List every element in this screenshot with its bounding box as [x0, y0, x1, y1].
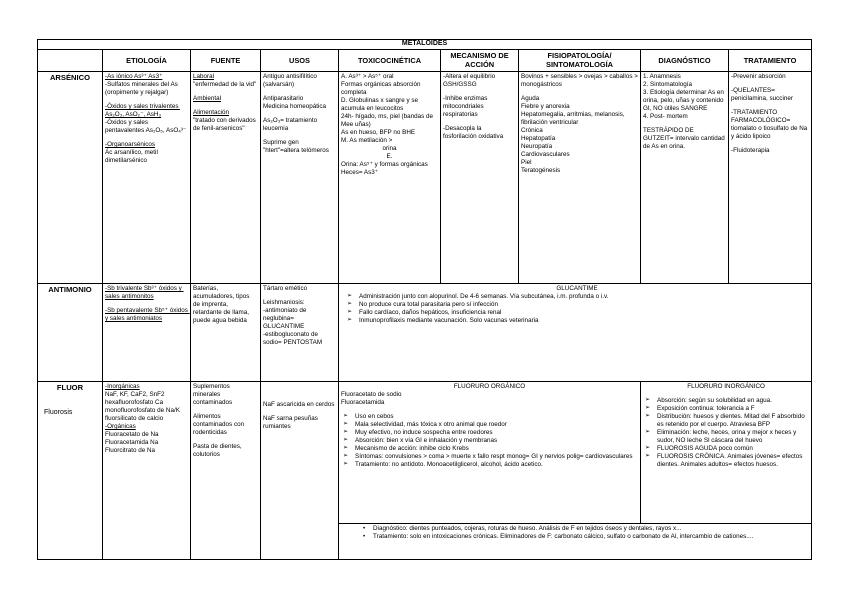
bullet-item: ➢ No produce cura total parasitaria pero sí infección	[345, 301, 809, 309]
organico-title: FLUORURO ORGÁNICO	[453, 382, 526, 390]
line: -Fluidoterapia	[731, 147, 770, 155]
line: Ác arsanílico, metil dimetilarsénico	[105, 149, 160, 165]
line: 4. Post- mortem	[643, 113, 688, 121]
bullet-item: ➢ Eliminación: leche, heces, orina y mejor x heces y sudor, NO leche Sl cáscara del huevo	[643, 429, 809, 445]
line: Orina: As⁵⁺ y formas orgánicas	[341, 161, 428, 169]
arsenico-fuente	[191, 71, 261, 283]
glucantime-title: GLUCANTIME	[556, 284, 598, 292]
bullet-item: ➢ Absorción: según su solubilidad en agua.	[643, 397, 809, 405]
line: Piel	[521, 159, 532, 167]
line: -Prevenir absorción	[731, 72, 786, 80]
line: -Altera el equilibrio GSH/GSSG	[443, 72, 497, 88]
inorganico-title: FLUORURO INORGÁNICO	[687, 382, 765, 390]
line: Fluoracetato de sodio	[341, 390, 402, 398]
bullet-item: ➢ Mecanismo de acción: inhibe ciclo Krebs	[341, 445, 638, 453]
fluoruro-organico	[339, 381, 641, 523]
bullet-item: ➢ Síntomas: convulsiones > coma > muerte x fallo respt monog= GI y nervios polig= cardiovasculares	[341, 453, 638, 461]
line: Heces= As3⁺	[341, 169, 379, 177]
bullet-item: ➢ Absorción: bien x vía GI e inhalación y membranas	[341, 437, 638, 445]
dot-item: • Tratamiento: solo en intoxicaciones crónicas. Eliminadores de F: carbonato cálcico, sulfato o carbonato de Al, intercambio de cationes....	[359, 533, 809, 541]
header-6: DIAGNÓSTICO	[641, 49, 729, 71]
bullet-item: ➢ Uso en cebos	[341, 413, 638, 421]
bullet-item: ➢ Inmunoprofilaxis mediante vacunación. Solo vacunas veterinaria	[345, 317, 809, 325]
header-0: ETIOLOGÍA	[103, 49, 191, 71]
line: "enfermedad de la vid"	[193, 80, 257, 88]
line: Fiebre y anorexia	[521, 103, 570, 111]
line: Hepatomegalia, arritmias, melanosis, fibrilación ventricular	[521, 111, 627, 127]
fluor-usos	[261, 381, 339, 559]
line: M. As metilación >	[341, 137, 393, 145]
line: 2. Sintomatología	[643, 80, 693, 88]
row-fluor-name	[38, 381, 103, 559]
line: Suplementos minerales contaminados	[193, 382, 233, 406]
bullet-item: ➢ Distribución: huesos y dientes. Mitad del F absorbido es retenido por el cuerpo. Atraviesa BFP	[643, 413, 809, 429]
inorganico-list	[643, 397, 809, 469]
fluor-etiologia	[103, 381, 191, 559]
line: -QUELANTES= penicilamina, succiner	[731, 86, 793, 102]
line: "tratado con derivados de fenil-arsenicos"	[193, 117, 258, 133]
table-title: METALOIDES	[38, 40, 812, 50]
line: Laboral	[193, 72, 215, 80]
glucantime-list	[345, 293, 809, 325]
line: NaF sarna pesuñas rumiantes	[263, 414, 320, 430]
line: Leishmaniosis:	[263, 298, 305, 306]
header-7: TRATAMIENTO	[729, 49, 812, 71]
line: Ambiental	[193, 94, 222, 102]
line: D. Globulinas x sangre y se acumula en leucocitos	[341, 97, 420, 113]
header-5: FISIOPATOLOGÍA/ SINTOMATOLOGÍA	[519, 49, 641, 71]
line: Crónica	[521, 127, 543, 135]
line: NaF, KF, CaF2, SnF2 hexafluorofosfato Ca monofluorofosfato de Na/K fluorsilicato de calcio	[105, 390, 182, 423]
line: Cardiovasculares	[521, 151, 570, 159]
header-4: MECANISMO DE ACCIÓN	[441, 49, 519, 71]
bullet-item: ➢ Administración junto con alopurinol. De 4-6 semanas. Vía subcutánea, i.m. profunda o i.v.	[345, 293, 809, 301]
line: Tártaro emético	[263, 284, 308, 292]
line: Baterías, acumuladores, tipos de imprenta, retardante de llama, puede agua bebida	[193, 284, 252, 325]
arsenico-etiologia	[103, 71, 191, 283]
line: Medicina homeopática	[263, 103, 327, 111]
line: NaF ascaricida en cerdos	[263, 400, 335, 408]
arsenico-tratamiento	[729, 71, 812, 283]
line: -Organoarsénicos	[105, 141, 156, 149]
bullet-item: ➢ Exposición continua: tolerancia a F	[643, 405, 809, 413]
fluorosis-label: Fluorosis	[44, 408, 73, 416]
line: 1. Anamnesis	[643, 72, 681, 80]
line: -Desacopla la fosforilación oxidativa	[443, 125, 504, 141]
line: Bovinos + sensibles > ovejas > caballos > monogástricos	[521, 72, 640, 88]
dot-item: • Diagnóstico: dientes punteados, cojeras, roturas de hueso. Análisis de F en tejidos óseos y dentales, rayos x...	[359, 525, 809, 533]
fluor-footer-list	[359, 525, 809, 541]
line: -Orgánicas	[105, 423, 136, 431]
metaloides-table	[37, 39, 812, 560]
line: Hepatopatía	[521, 135, 556, 143]
line: TESTRÁPIDO DE GUTZEIT= intervalo cantidad de As en orina.	[643, 127, 727, 151]
bullet-item: ➢ Fallo cardíaco, daños hepáticos, insuficiencia renal	[345, 309, 809, 317]
line: -antimoniato de neglubina= GLUCANTIME	[263, 306, 309, 331]
line: As₂O₃= tratamiento leucemia	[263, 117, 319, 133]
arsenico-usos	[261, 71, 339, 283]
header-1: FUENTE	[191, 49, 261, 71]
fluoruro-inorganico	[641, 381, 812, 523]
antimonio-glucantime	[339, 283, 812, 381]
line: 24h- hígado, ms, piel (bandas de Mee uñas)	[341, 113, 435, 129]
bullet-item: ➢ Tratamiento: no antídoto. Monoacetilglicerol, alcohol, ácido acetico.	[341, 461, 638, 469]
arsenico-toxicocinetica	[339, 71, 441, 283]
header-blank	[38, 49, 103, 71]
arsenico-mecanismo	[441, 71, 519, 283]
antimonio-usos	[261, 283, 339, 381]
line: As en hueso, BFP no BHE	[341, 129, 416, 137]
line: -estibogluconato de sodio= PENTOSTAM	[263, 331, 323, 347]
row-arsenico-name: ARSÉNICO	[38, 71, 103, 283]
line: orina	[382, 145, 397, 153]
line: Alimentación	[193, 109, 230, 117]
fluor-label: FLUOR	[56, 382, 84, 392]
line: Antiguo antisifilítico (salvarsán)	[263, 72, 319, 88]
header-2: USOS	[261, 49, 339, 71]
line: -Sb trivalente Sb³⁺ óxidos y sales antimonitos	[105, 284, 184, 300]
arsenico-fisiopatologia	[519, 71, 641, 283]
arsenico-diagnostico	[641, 71, 729, 283]
antimonio-etiologia	[103, 283, 191, 381]
line: Fluoracetato de Na Fluoracetamida Na Fluorcitrato de Na	[105, 431, 161, 455]
antimonio-fuente	[191, 283, 261, 381]
line: Alimentos contaminados con rodenticidas	[193, 413, 246, 437]
fluor-footer	[339, 523, 812, 559]
organico-list	[341, 413, 638, 469]
line: Teratogénesis	[521, 167, 561, 175]
row-antimonio-name: ANTIMONIO	[38, 283, 103, 381]
line: -Sb pentavalente Sb⁵⁺ óxidos y sales antimoniatos	[105, 306, 190, 323]
bullet-item: ➢ FLUOROSIS CRÓNICA. Animales jóvenes= efectos dientes. Animales adultos= efectos huesos.	[643, 453, 809, 469]
line: -Óxidos y sales pentavalentes As₂O₅, AsO₄³⁻	[105, 119, 187, 135]
bullet-item: ➢ FLUOROSIS AGUDA poco común	[643, 445, 809, 453]
line: Formas orgánicas absorción completa	[341, 80, 423, 96]
line: A. As³⁺ > As⁵⁺ oral	[341, 72, 394, 80]
line: -As iónico As³⁺ As3⁺	[105, 72, 163, 80]
line: Fluoracetamida	[341, 398, 385, 406]
bullet-item: ➢ Muy efectivo, no induce sospecha entre roedores	[341, 429, 638, 437]
line: -TRATAMIENTO FARMACOLÓGICO= tiomalato o tiosulfato de Na y ácido lipoico	[731, 109, 810, 141]
fluor-usos-list	[263, 401, 336, 431]
header-3: TOXICOCINÉTICA	[339, 49, 441, 71]
line: Aguda	[521, 94, 540, 102]
line: Suprime gen "htert"=altera telómeros	[263, 139, 329, 155]
line: E.	[386, 153, 393, 161]
line: -Inhibe enzimas mitocondriales respiratorias	[443, 94, 490, 119]
fluor-fuente	[191, 381, 261, 559]
line: Neuropatía	[521, 143, 553, 151]
line: Pasta de dientes, colutorios	[193, 443, 244, 459]
line: -Óxidos y sales trivalentes As₂O₃, AsO₂⁻, AsH₃	[105, 103, 180, 119]
organico-intro	[341, 391, 638, 407]
line: -Sulfatos minerales del As (oropimente y rejalgar)	[105, 80, 180, 96]
line: 3. Etiología determinar As en orina, pelo, uñas y contenido GI, NO útiles SANGRE	[643, 88, 726, 113]
line: -Inorgánicas	[105, 382, 140, 390]
bullet-item: ➢ Mala selectividad, más tóxica x otro animal que roedor	[341, 421, 638, 429]
line: Antiparasitario	[263, 94, 304, 102]
